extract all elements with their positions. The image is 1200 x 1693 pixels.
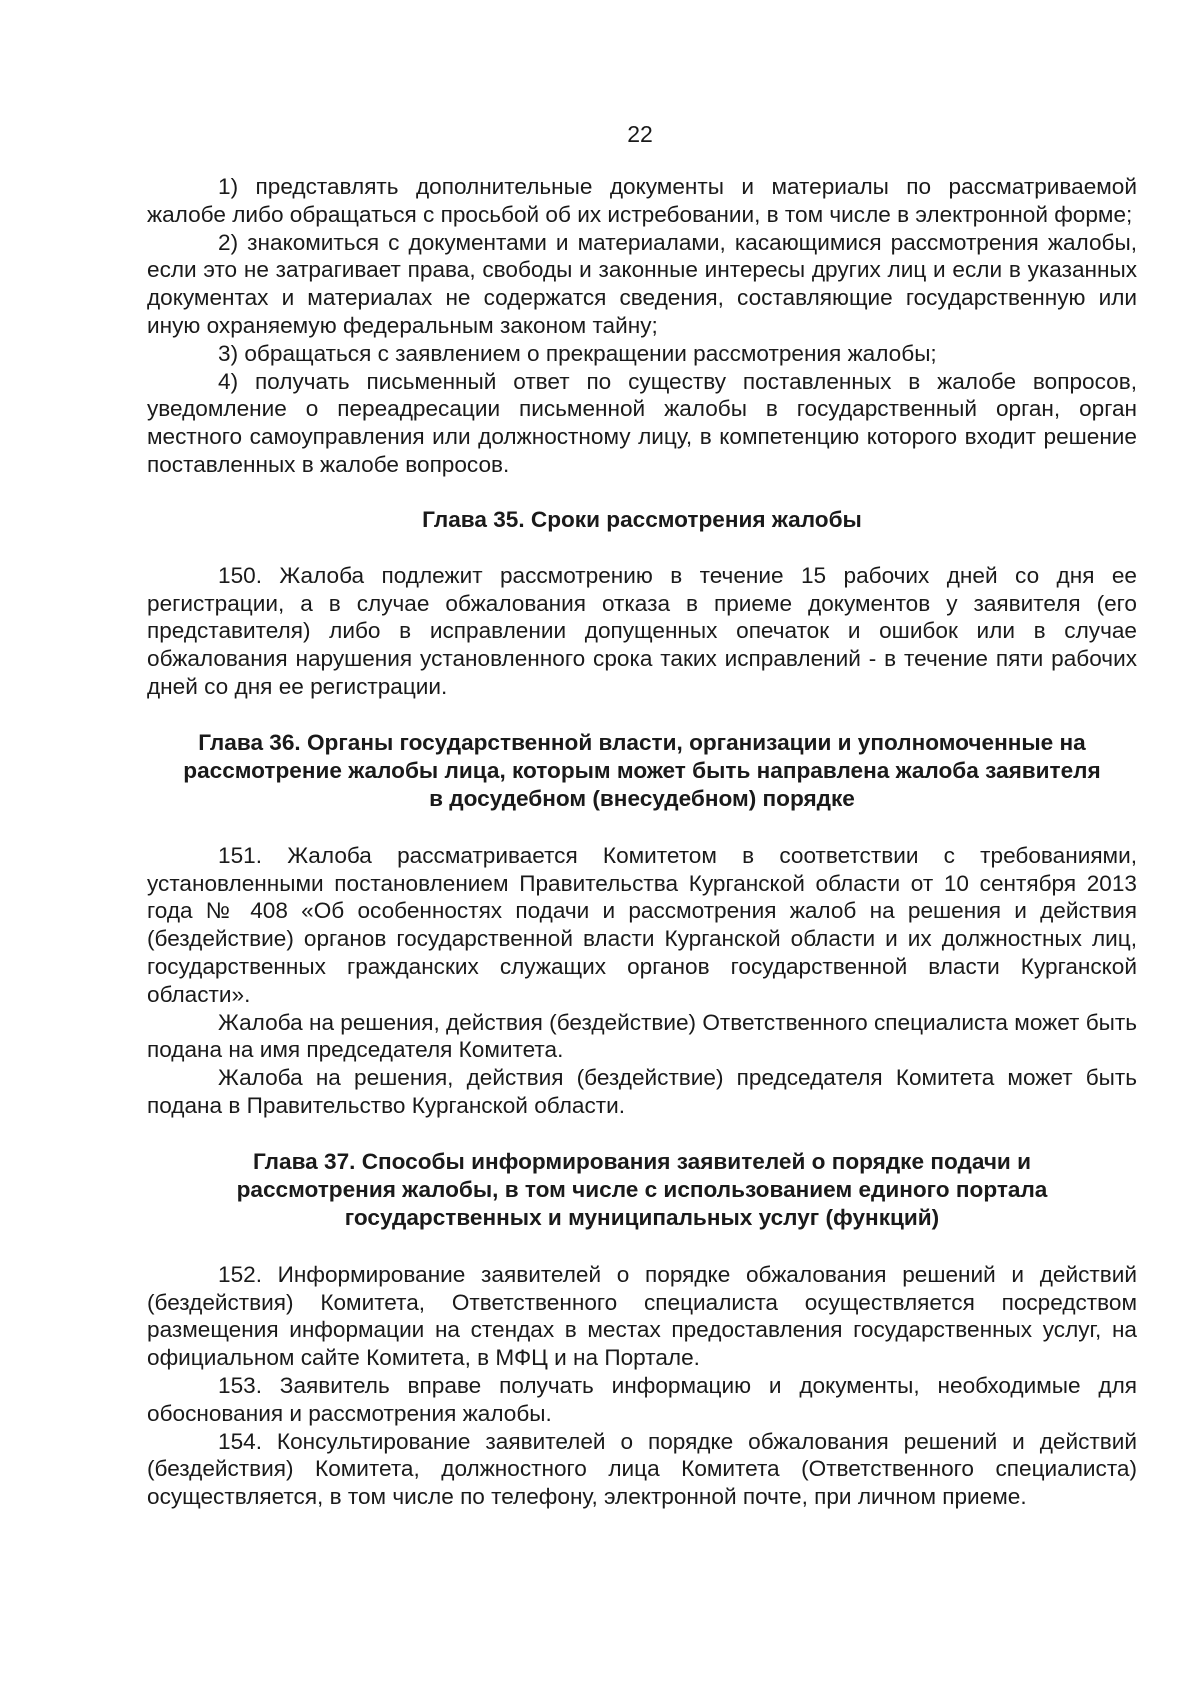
right-item-2: 2) знакомиться с документами и материалами, касающимися рассмотрения жалобы, если это не затрагивает права, свободы и законные интересы других лиц и если в указанных документах и материалах не содержатся сведения, составляющие государственную или иную охраняемую федеральным законом тайну; bbox=[147, 229, 1137, 338]
chapter-35-heading: Глава 35. Сроки рассмотрения жалобы bbox=[422, 506, 862, 532]
chapter-37-heading bbox=[147, 1148, 1137, 1232]
paragraph-150: 150. Жалоба подлежит рассмотрению в течение 15 рабочих дней со дня ее регистрации, а в случае обжалования отказа в приеме документов у заявителя (его представителя) либо в исправлении допущенных опечаток и ошибок или в случае обжалования нарушения установленного срока таких исправлений - в течение пяти рабочих дней со дня ее регистрации. bbox=[147, 562, 1137, 699]
page-number: 22 bbox=[627, 121, 653, 147]
chapter-37-heading-line-3: государственных и муниципальных услуг (функций) bbox=[344, 1204, 940, 1230]
right-item-3: 3) обращаться с заявлением о прекращении рассмотрения жалобы; bbox=[218, 340, 937, 366]
paragraph-151-specialist: Жалоба на решения, действия (бездействие) Ответственного специалиста может быть подана на имя председателя Комитета. bbox=[147, 1009, 1137, 1063]
chapter-37-heading-line-2: рассмотрения жалобы, в том числе с использованием единого портала bbox=[236, 1176, 1048, 1202]
paragraph-151-chairman: Жалоба на решения, действия (бездействие) председателя Комитета может быть подана в Правительство Курганской области. bbox=[147, 1065, 1137, 1118]
paragraph-151: 151. Жалоба рассматривается Комитетом в соответствии с требованиями, установленными постановлением Правительства Курганской области от 10 сентября 2013 года № 408 «Об особенностях подачи и рассмотрения жалоб на решения и действия (бездействие) органов государственной власти Курганской области и их должностных лиц, государственных гражданских служащих органов государственной власти Курганской области». bbox=[147, 842, 1137, 1007]
chapter-36-heading-line-1: Глава 36. Органы государственной власти, организации и уполномоченные на bbox=[198, 729, 1086, 755]
chapter-37-heading-line-1: Глава 37. Способы информирования заявителей о порядке подачи и bbox=[252, 1148, 1031, 1174]
right-item-4: 4) получать письменный ответ по существу поставленных в жалобе вопросов, уведомление о переадресации письменной жалобы в государственный орган, орган местного самоуправления или должностному лицу, в компетенцию которого входит решение поставленных в жалобе вопросов. bbox=[147, 368, 1137, 477]
right-item-1: 1) представлять дополнительные документы и материалы по рассматриваемой жалобе либо обращаться с просьбой об их истребовании, в том числе в электронной форме; bbox=[147, 174, 1137, 227]
chapter-36-heading bbox=[147, 729, 1137, 813]
paragraph-153: 153. Заявитель вправе получать информацию и документы, необходимые для обоснования и рассмотрения жалобы. bbox=[147, 1372, 1137, 1426]
document-body bbox=[147, 173, 1137, 1511]
paragraph-154: 154. Консультирование заявителей о порядке обжалования решений и действий (бездействия) Комитета, должностного лица Комитета (Ответственного специалиста) осуществляется, в том числе по телефону, электронной почте, при личном приеме. bbox=[147, 1428, 1137, 1510]
paragraph-152: 152. Информирование заявителей о порядке обжалования решений и действий (бездействия) Комитета, Ответственного специалиста осуществляется посредством размещения информации на стендах в местах предоставления государственных услуг, на официальном сайте Комитета, в МФЦ и на Портале. bbox=[147, 1261, 1137, 1371]
chapter-36-heading-line-3: в досудебном (внесудебном) порядке bbox=[429, 785, 855, 811]
chapter-36-heading-line-2: рассмотрение жалобы лица, которым может быть направлена жалоба заявителя bbox=[183, 757, 1101, 783]
